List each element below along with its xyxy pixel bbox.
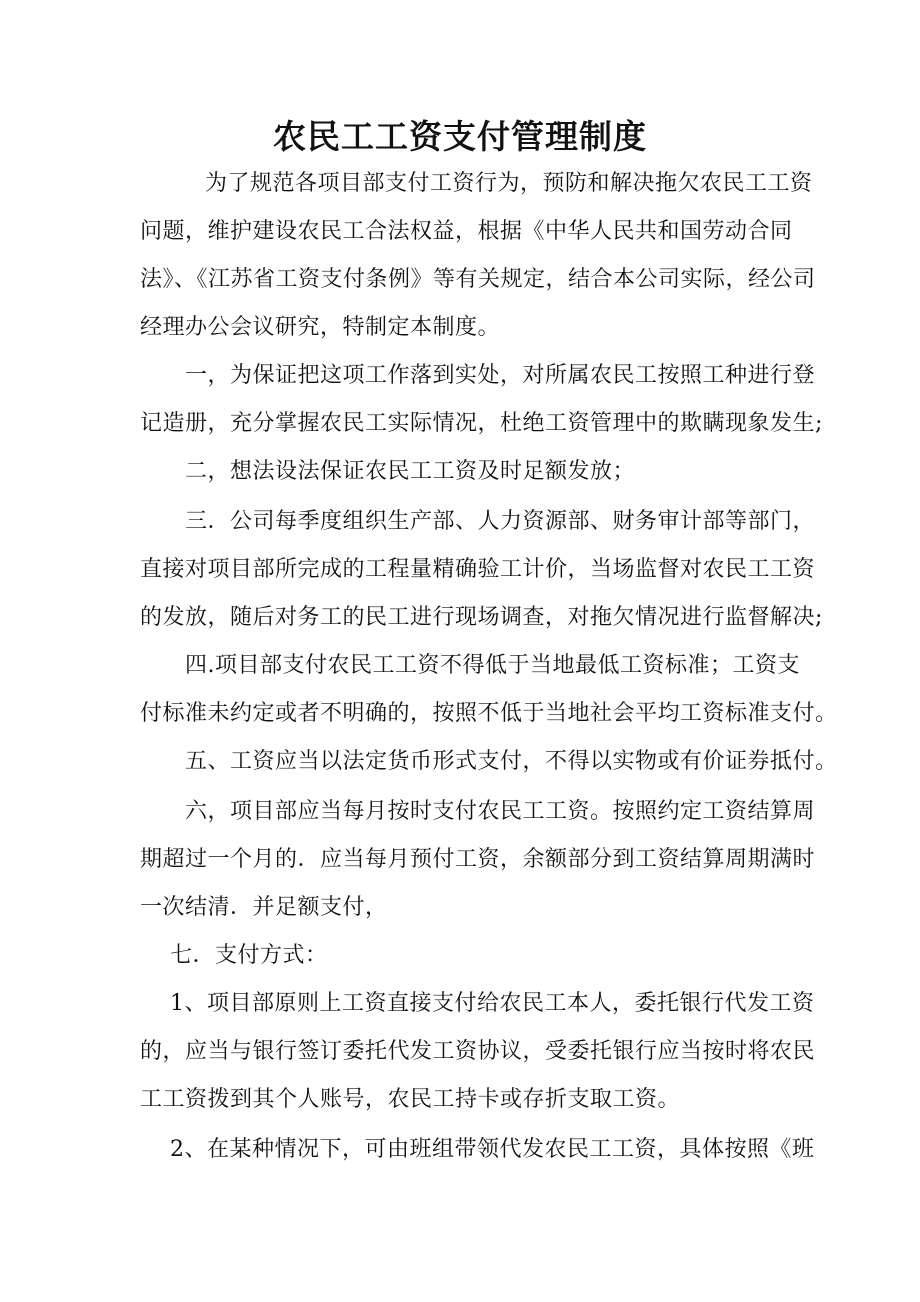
- paragraph-line: 问题，维护建设农民工合法权益，根据《中华人民共和国劳动合同: [140, 219, 793, 244]
- paragraph-line: 一次结清．并足额支付，: [140, 895, 388, 920]
- paragraph-line: 2、在某种情况下，可由班组带领代发农民工工资，具体按照《班: [170, 1137, 815, 1162]
- paragraph-line: 付标准未约定或者不明确的，按照不低于当地社会平均工资标准支付。: [140, 701, 838, 726]
- paragraph-line: 四.项目部支付农民工工资不得低于当地最低工资标准；工资支: [185, 653, 800, 678]
- paragraph-line: 的，应当与银行签订委托代发工资协议，受委托银行应当按时将农民: [140, 1039, 816, 1064]
- paragraph-line: 三．公司每季度组织生产部、人力资源部、财务审计部等部门，: [185, 509, 816, 534]
- paragraph-line: 1、项目部原则上工资直接支付给农民工本人，委托银行代发工资: [170, 991, 815, 1016]
- paragraph-line: 记造册，充分掌握农民工实际情况，杜绝工资管理中的欺瞒现象发生;: [140, 411, 823, 436]
- paragraph-line: 二，想法设法保证农民工工资及时足额发放；: [185, 459, 636, 484]
- paragraph-line: 一，为保证把这项工作落到实处，对所属农民工按照工种进行登: [185, 363, 816, 388]
- paragraph-line: 六，项目部应当每月按时支付农民工工资。按照约定工资结算周: [185, 799, 816, 824]
- paragraph-line: 的发放，随后对务工的民工进行现场调查，对拖欠情况进行监督解决;: [140, 605, 823, 630]
- paragraph-line: 直接对项目部所完成的工程量精确验工计价，当场监督对农民工工资: [140, 557, 816, 582]
- paragraph-line: 五、工资应当以法定货币形式支付，不得以实物或有价证券抵付。: [185, 749, 838, 774]
- paragraph-line: 法》、《江苏省工资支付条例》等有关规定，结合本公司实际，经公司: [140, 267, 816, 292]
- paragraph-line: 经理办公会议研究，特制定本制度。: [140, 315, 501, 340]
- paragraph-line: 为了规范各项目部支付工资行为，预防和解决拖欠农民工工资: [205, 171, 813, 196]
- paragraph-line: 期超过一个月的．应当每月预付工资，余额部分到工资结算周期满时: [140, 847, 816, 872]
- paragraph-line: 工工资拨到其个人账号，农民工持卡或存折支取工资。: [140, 1087, 681, 1112]
- document-title: 农民工工资支付管理制度: [273, 117, 647, 156]
- paragraph-line: 七．支付方式：: [170, 943, 328, 968]
